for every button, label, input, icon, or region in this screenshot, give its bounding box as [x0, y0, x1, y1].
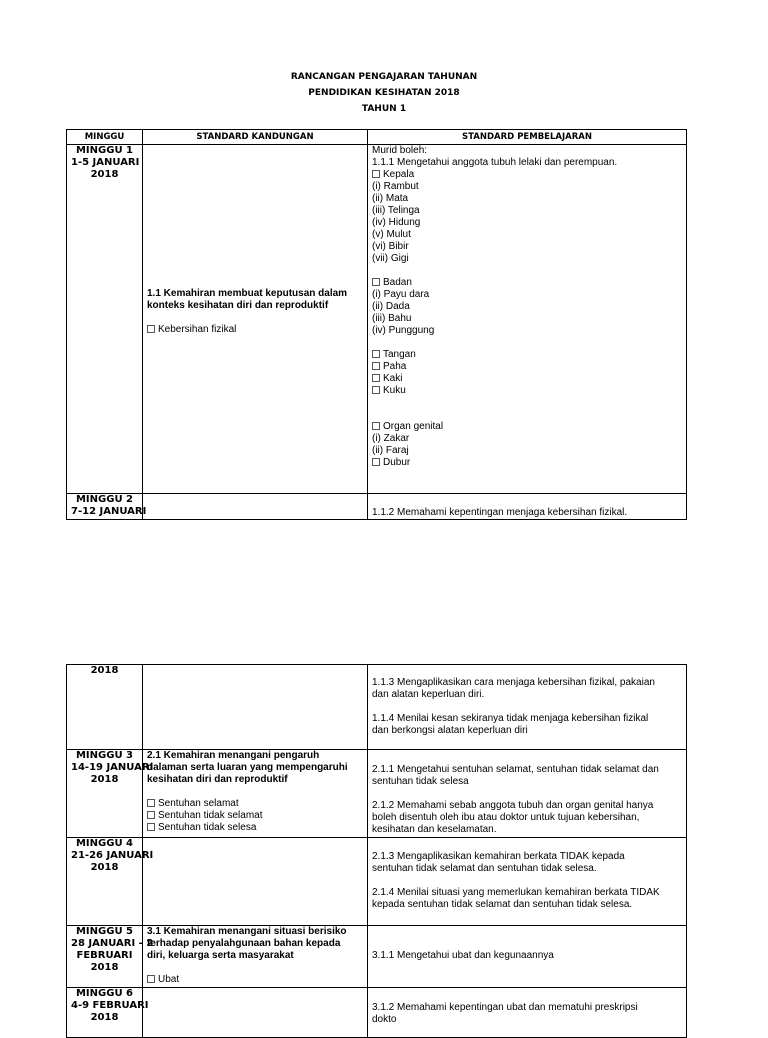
standard-kandungan-cell [143, 665, 368, 750]
checkbox-bullet-icon [372, 362, 380, 370]
checkbox-bullet-icon [372, 386, 380, 394]
checkbox-bullet-icon [372, 458, 380, 466]
header-standard-pembelajaran: STANDARD PEMBELAJARAN [368, 130, 687, 145]
sp-standard: kesihatan dan keselamatan. [372, 824, 497, 835]
week-dates: FEBRUARI [76, 950, 133, 961]
header-week: MINGGU [67, 130, 143, 145]
sp-bullet: Paha [372, 361, 682, 373]
standard-pembelajaran-cell [368, 494, 687, 520]
table-row-minggu-6 [67, 988, 687, 1038]
sp-subitem: (i) Rambut [372, 181, 419, 192]
standard-pembelajaran-cell [368, 750, 687, 838]
standard-kandungan-cell [143, 494, 368, 520]
sp-bullet: Kuku [372, 385, 682, 397]
sp-bullet: Badan [372, 277, 682, 289]
sp-subitem: (i) Payu dara [372, 289, 430, 300]
standard-kandungan-cell [143, 750, 368, 838]
week-label: MINGGU 1 [75, 145, 134, 156]
week-cell [67, 926, 154, 988]
table-header-row [67, 130, 687, 145]
sp-standard: sentuhan tidak selamat dan sentuhan tidak selesa. [372, 863, 597, 874]
sk-title-line: diri, keluarga serta masyarakat [147, 950, 294, 961]
sp-bullet: Organ genital [372, 421, 682, 433]
sp-bullet: Kepala [372, 169, 682, 181]
sp-subitem: (vii) Gigi [372, 253, 409, 264]
standard-kandungan-cell [143, 838, 368, 926]
checkbox-bullet-icon [372, 374, 380, 382]
sp-subitem: (iv) Punggung [372, 325, 435, 336]
sk-item: Sentuhan tidak selamat [147, 810, 363, 822]
week-label: MINGGU 6 [75, 988, 134, 999]
document-subject: PENDIDIKAN KESIHATAN 2018 [308, 88, 460, 98]
sp-subitem: (v) Mulut [372, 229, 411, 240]
week-dates: 1-5 JANUARI [71, 157, 140, 168]
document-header [0, 69, 768, 117]
week-label: MINGGU 4 [75, 838, 134, 849]
sk-item: Ubat [147, 974, 363, 986]
table-row-minggu-4 [67, 838, 687, 926]
sk-title-line: dalaman serta luaran yang mempengaruhi [147, 762, 348, 773]
sp-standard: 2.1.4 Menilai situasi yang memerlukan kemahiran berkata TIDAK [372, 887, 660, 898]
week-cell [67, 494, 147, 520]
checkbox-bullet-icon [147, 325, 155, 333]
sp-intro: Murid boleh: [372, 145, 428, 156]
sp-standard: 2.1.3 Mengaplikasikan kemahiran berkata TIDAK kepada [372, 851, 625, 862]
week-cell [67, 665, 143, 750]
week-cell [67, 750, 154, 838]
standard-pembelajaran-cell [368, 145, 687, 494]
standard-pembelajaran-cell [368, 926, 687, 988]
sk-title-line: 1.1 Kemahiran membuat keputusan dalam [147, 288, 348, 299]
sp-subitem: (ii) Dada [372, 301, 410, 312]
sp-subitem: (i) Zakar [372, 433, 410, 444]
sk-title-line: 3.1 Kemahiran menangani situasi berisiko [147, 926, 347, 937]
week-year: 2018 [90, 665, 119, 676]
standard-kandungan-cell [143, 145, 368, 494]
sp-subitem: (iv) Hidung [372, 217, 421, 228]
sk-item: Sentuhan tidak selesa [147, 822, 363, 834]
sp-subitem: (vi) Bibir [372, 241, 409, 252]
sk-title-line: terhadap penyalahgunaan bahan kepada [147, 938, 341, 949]
week-year: 2018 [90, 1012, 119, 1023]
sk-title-line: 2.1 Kemahiran menangani pengaruh [147, 750, 320, 761]
table-row-minggu-1 [67, 145, 687, 494]
sp-standard: 2.1.1 Mengetahui sentuhan selamat, sentuhan tidak selamat dan [372, 764, 659, 775]
week-label: MINGGU 5 [75, 926, 134, 937]
checkbox-bullet-icon [147, 799, 155, 807]
week-year: 2018 [90, 169, 119, 180]
document-year: TAHUN 1 [361, 104, 407, 114]
checkbox-bullet-icon [372, 422, 380, 430]
sp-subitem: (ii) Mata [372, 193, 409, 204]
sp-standard: 3.1.2 Memahami kepentingan ubat dan mematuhi preskripsi [372, 1002, 638, 1013]
week-cell [67, 838, 154, 926]
table-row-minggu-5 [67, 926, 687, 988]
standard-pembelajaran-cell [368, 665, 687, 750]
week-year: 2018 [90, 962, 119, 973]
checkbox-bullet-icon [147, 823, 155, 831]
sp-standard: 1.1.1 Mengetahui anggota tubuh lelaki dan perempuan. [372, 157, 618, 168]
table-row-continued [67, 665, 687, 750]
sk-item: Kebersihan fizikal [147, 324, 363, 336]
document-title: RANCANGAN PENGAJARAN TAHUNAN [290, 72, 478, 82]
header-standard-kandungan: STANDARD KANDUNGAN [143, 130, 368, 145]
table-row-minggu-2 [67, 494, 687, 520]
week-label: MINGGU 3 [75, 750, 134, 761]
sp-standard: 1.1.2 Memahami kepentingan menjaga kebersihan fizikal. [372, 507, 628, 518]
sp-bullet: Kaki [372, 373, 682, 385]
week-dates: 7-12 JANUARI [71, 506, 147, 517]
sp-standard: sentuhan tidak selesa [372, 776, 469, 787]
week-year: 2018 [90, 774, 119, 785]
sk-item: Sentuhan selamat [147, 798, 363, 810]
sp-standard: kepada sentuhan tidak selamat dan sentuhan tidak selesa. [372, 899, 633, 910]
week-year: 2018 [90, 862, 119, 873]
sp-standard: dan alatan keperluan diri. [372, 689, 485, 700]
checkbox-bullet-icon [147, 975, 155, 983]
standard-kandungan-cell [143, 988, 368, 1038]
sp-subitem: (iii) Bahu [372, 313, 412, 324]
sp-bullet: Dubur [372, 457, 682, 469]
standard-pembelajaran-cell [368, 988, 687, 1038]
sk-title-line: konteks kesihatan diri dan reproduktif [147, 300, 329, 311]
sp-subitem: (iii) Telinga [372, 205, 420, 216]
week-label: MINGGU 2 [75, 494, 134, 505]
standard-pembelajaran-cell [368, 838, 687, 926]
checkbox-bullet-icon [372, 350, 380, 358]
week-dates: 21-26 JANUARI [71, 850, 154, 861]
table-row-minggu-3 [67, 750, 687, 838]
sp-bullet: Tangan [372, 349, 682, 361]
sp-standard: 1.1.3 Mengaplikasikan cara menjaga kebersihan fizikal, pakaian [372, 677, 655, 688]
plan-table-1 [66, 129, 687, 520]
checkbox-bullet-icon [372, 278, 380, 286]
plan-table-2 [66, 664, 687, 1038]
sp-standard: 1.1.4 Menilai kesan sekiranya tidak menjaga kebersihan fizikal [372, 713, 649, 724]
sp-standard: boleh disentuh oleh ibu atau doktor untuk tujuan kebersihan, [372, 812, 640, 823]
checkbox-bullet-icon [372, 170, 380, 178]
week-dates: 28 JANUARI - 2 [71, 938, 154, 949]
sp-standard: 3.1.1 Mengetahui ubat dan kegunaannya [372, 950, 554, 961]
sp-standard: dan berkongsi alatan keperluan diri [372, 725, 528, 736]
week-cell [67, 988, 149, 1038]
sp-subitem: (ii) Faraj [372, 445, 409, 456]
week-dates: 4-9 FEBRUARI [71, 1000, 149, 1011]
week-dates: 14-19 JANUARI [71, 762, 154, 773]
sk-title-line: kesihatan diri dan reproduktif [147, 774, 288, 785]
checkbox-bullet-icon [147, 811, 155, 819]
week-cell [67, 145, 143, 494]
sp-standard: dokto [372, 1014, 397, 1025]
standard-kandungan-cell [143, 926, 368, 988]
sp-standard: 2.1.2 Memahami sebab anggota tubuh dan organ genital hanya [372, 800, 654, 811]
